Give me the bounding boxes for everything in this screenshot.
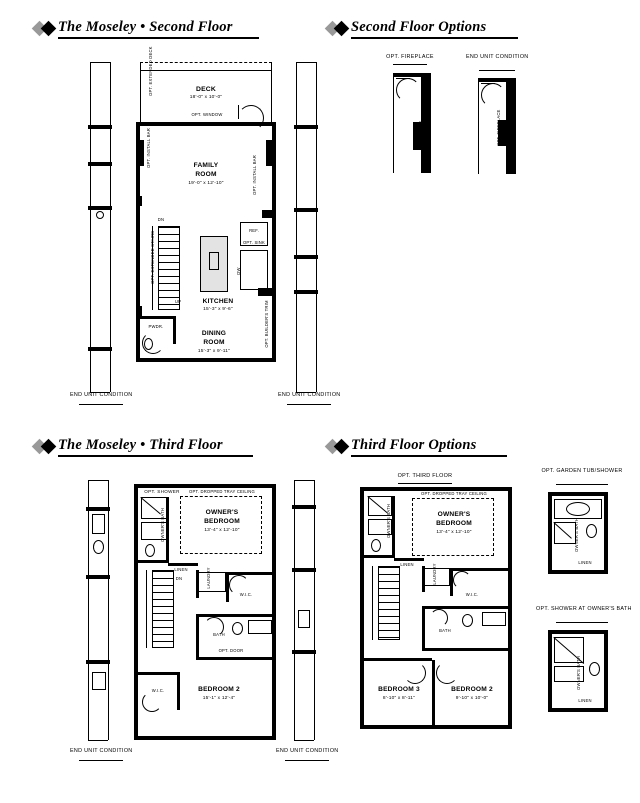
label-tfo-owners-bath: OWNER'S BATH <box>386 503 391 538</box>
note-tfo-opt-dropped-tray: OPT. DROPPED TRAY CEILING <box>421 491 487 496</box>
tf-bath-toilet <box>232 622 243 635</box>
label-kitchen-dims: 15'-3" x 9'-6" <box>203 307 233 312</box>
tf-end-unit-left-outline2 <box>108 480 109 740</box>
title-rule-second-floor-options <box>351 37 518 39</box>
tfo-bottom-wall <box>360 725 512 729</box>
kitchen-counter-bottom <box>240 250 268 290</box>
tf-end-unit-right-outline <box>294 480 295 740</box>
note-opt-door: OPT. DOOR <box>218 648 244 653</box>
note-fireplace: FIREPLACE <box>418 120 423 146</box>
tfo-bedroom3-wall <box>364 658 432 661</box>
tf-bath-door-arc <box>204 617 224 637</box>
caption-opt-shower: OPT. SHOWER <box>144 489 180 494</box>
tfo-laundry-wall <box>422 566 425 592</box>
tfo-bath-wall-bottom <box>422 648 508 651</box>
note-opt-install-bar-left: OPT. INSTALL BAR <box>146 128 151 168</box>
deck-right-rail <box>271 70 272 122</box>
label-deck: DECK <box>195 86 217 93</box>
tf-wic2-door-arc <box>142 692 162 712</box>
end-unit-left-fixture <box>96 211 104 219</box>
label-tfo-laundry: LAUNDRY <box>432 563 437 585</box>
label-laundry: LAUNDRY <box>206 567 211 589</box>
caption-rule-opt-end-unit <box>479 70 515 71</box>
end-unit-left-wall-2 <box>88 162 112 166</box>
tf-euc-right-fixture <box>298 610 310 628</box>
deck-top-rail <box>140 70 272 71</box>
label-bedroom2: BEDROOM 2 <box>198 686 240 693</box>
deck-door-arc <box>238 105 264 131</box>
caption-end-unit-right-2: END UNIT CONDITION <box>276 748 339 754</box>
caption-rule-right-2 <box>285 760 329 761</box>
tf-owners-bath-wall <box>166 497 169 563</box>
tf-euc-right-top <box>294 480 314 481</box>
note-opt-extended-stairs: OPT. EXTENDED STAIRS <box>150 230 155 284</box>
fp-door-leaf <box>396 78 410 79</box>
caption-rule-left <box>79 404 123 405</box>
end-unit-right-wall-3 <box>294 255 318 259</box>
fp-door-arc <box>396 78 420 102</box>
tfo-wic-door-arc <box>453 571 471 589</box>
label-owners-bath: OWNER'S BATH <box>160 507 165 542</box>
note-opt-dropped-tray: OPT. DROPPED TRAY CEILING <box>189 489 255 494</box>
end-unit-left-outline2 <box>110 62 111 392</box>
title-second-floor-options-text: Second Floor Options <box>351 19 487 35</box>
caption-opt-third-floor: OPT. THIRD FLOOR <box>397 473 453 479</box>
caption-opt-garden-tub: OPT. GARDEN TUB/SHOWER <box>541 468 623 474</box>
tf-stair-run <box>152 570 174 648</box>
label-dining-2: ROOM <box>203 339 225 346</box>
label-wic-2: W.I.C. <box>151 688 165 693</box>
island-sink <box>209 252 219 270</box>
sob-toilet <box>589 662 600 676</box>
title-rule-third-floor-options <box>351 455 507 457</box>
tfo-bath-tub <box>482 612 506 626</box>
end-unit-right-wall-1 <box>294 125 318 129</box>
end-unit-right-wall-4 <box>294 290 318 294</box>
label-ref: REF. <box>249 228 259 233</box>
caption-opt-shower-owners-bath: OPT. SHOWER AT OWNER'S BATH <box>536 606 632 612</box>
note-opt-extended-deck: OPT. EXTENDED DECK <box>148 46 153 96</box>
caption-rule-opt-fireplace <box>393 64 427 65</box>
label-tfo-owners-bedroom-1: OWNER'S <box>437 511 471 518</box>
tf-left-wall <box>134 488 138 740</box>
house-bottom-wall <box>136 358 276 362</box>
title-third-floor-options <box>327 437 476 456</box>
caption-rule-left-2 <box>79 760 123 761</box>
caption-rule-opt-shower-owners <box>556 622 608 623</box>
label-family-room-dims: 19'-0" x 12'-10" <box>188 181 224 186</box>
title-third-floor <box>34 437 223 456</box>
tf-linen-wall <box>168 563 198 566</box>
label-gts-linen: LINEN <box>578 560 592 565</box>
tf-euc-left-wall-1 <box>86 507 110 511</box>
label-bath: BATH <box>213 632 225 637</box>
note-opt-window: OPT. WINDOW <box>191 112 223 117</box>
tfo-owners-bath-wall <box>392 496 395 558</box>
tf-wic-door-arc <box>229 575 249 595</box>
label-sob-linen: LINEN <box>578 698 592 703</box>
title-second-floor-options <box>327 19 486 38</box>
powder-wall-top <box>140 316 176 319</box>
label-tfo-owners-bedroom-2: BEDROOM <box>436 520 472 527</box>
sob-left-wall <box>548 634 552 712</box>
caption-end-unit-left-2: END UNIT CONDITION <box>70 748 133 754</box>
end-unit-right-top <box>296 62 316 63</box>
gts-left-wall <box>548 496 552 574</box>
tf-euc-right-wall-2 <box>292 568 316 572</box>
family-room-top-wall <box>136 122 276 126</box>
tf-euc-left-wall-2 <box>86 575 110 579</box>
caption-end-unit-left-1: END UNIT CONDITION <box>70 392 133 398</box>
caption-rule-opt-garden-tub <box>556 484 608 485</box>
label-sob-owners-bath: OWNER'S BATH <box>576 655 581 690</box>
tf-euc-right-bottom <box>294 740 314 741</box>
tfo-bath-door-arc <box>430 609 448 627</box>
note-tf-dn: DN <box>175 576 183 581</box>
tf-end-unit-right-outline2 <box>314 480 315 740</box>
title-rule-third-floor <box>58 455 253 457</box>
tf-laundry-wall <box>196 570 199 598</box>
tf-euc-right-wall-3 <box>292 650 316 654</box>
tfo-bedroom2-door-arc <box>436 662 458 684</box>
gts-top-wall <box>548 492 608 496</box>
label-owners-bedroom-2: BEDROOM <box>204 518 240 525</box>
tfo-owners-bath-wall-b <box>364 555 395 558</box>
title-second-floor <box>34 19 233 38</box>
label-tfo-owners-bedroom-dims: 13'-4" x 12'-10" <box>436 530 472 535</box>
right-wall-pier-2 <box>262 210 276 218</box>
gts-tub-basin <box>566 502 590 516</box>
label-pwdr: PWDR. <box>148 324 164 329</box>
label-family-room-1: FAMILY <box>193 162 219 169</box>
end-unit-left-wall-3 <box>88 206 112 210</box>
label-dw: DW <box>236 267 241 275</box>
label-wic-1: W.I.C. <box>239 592 253 597</box>
tf-bath-wall-bottom <box>196 657 274 660</box>
gts-right-wall <box>604 496 608 574</box>
sob-right-wall <box>604 634 608 712</box>
end-unit-left-wall-1 <box>88 125 112 129</box>
label-owners-bedroom-dims: 13'-4" x 12'-10" <box>204 528 240 533</box>
tfo-stair-rail <box>372 566 373 640</box>
label-tfo-bath: BATH <box>439 628 451 633</box>
right-wall-pier-1 <box>266 140 276 166</box>
caption-end-unit-right-1: END UNIT CONDITION <box>278 392 341 398</box>
diamond-ornament-icon <box>327 441 345 452</box>
tf-wic-wall-top <box>226 572 274 575</box>
tf-euc-left-toilet <box>93 540 104 554</box>
title-rule-second-floor <box>58 37 259 39</box>
diamond-ornament-icon <box>34 441 52 452</box>
tf-bath-wall-left <box>196 614 199 660</box>
euc-left-line <box>478 82 479 174</box>
tfo-bath-wall-left <box>422 606 425 650</box>
tfo-bedroom-divider <box>432 660 435 726</box>
end-unit-right-wall-2 <box>294 208 318 212</box>
label-linen: LINEN <box>174 567 188 572</box>
label-tfo-bedroom3: BEDROOM 3 <box>378 686 420 693</box>
sob-top-wall <box>548 630 608 634</box>
label-tfo-bedroom3-dims: 8'-10" x 8'-11" <box>382 696 416 701</box>
tfo-stair-run <box>378 566 400 640</box>
caption-rule-right <box>287 404 331 405</box>
tf-bath-tub <box>248 620 272 634</box>
tf-euc-left-wall-3 <box>86 660 110 664</box>
left-wall-pier-2 <box>136 196 142 206</box>
fp-left-line <box>393 77 394 173</box>
euc-door-leaf <box>481 83 495 84</box>
sob-bottom-wall <box>548 708 608 712</box>
label-tfo-linen: LINEN <box>400 562 414 567</box>
tf-wic2-wall-top <box>138 672 180 675</box>
note-stair-dn: DN <box>157 217 165 222</box>
tf-euc-left-top <box>88 480 108 481</box>
tfo-bedroom3-door-arc <box>404 662 426 684</box>
label-opt-sink: OPT. SINK <box>242 240 266 245</box>
tf-euc-right-wall-1 <box>292 505 316 509</box>
label-family-room-2: ROOM <box>195 171 217 178</box>
tfo-owners-toilet <box>371 539 381 552</box>
end-unit-left-wall-4 <box>88 347 112 351</box>
title-second-floor-text: The Moseley • Second Floor <box>58 19 233 35</box>
caption-opt-end-unit: END UNIT CONDITION <box>466 54 529 60</box>
tfo-linen-wall <box>394 558 424 561</box>
end-unit-left-top <box>90 62 110 63</box>
diamond-ornament-icon <box>327 23 345 34</box>
gts-bottom-wall <box>548 570 608 574</box>
note-stair-up: UP <box>174 299 182 304</box>
tf-wic2-wall-right <box>177 672 180 710</box>
opt-extended-deck-left <box>140 62 141 71</box>
opt-extended-deck-dash <box>140 62 272 63</box>
tf-top-wall <box>134 484 276 488</box>
diamond-ornament-icon <box>34 23 52 34</box>
powder-wall-right <box>173 316 176 344</box>
label-tfo-wic: W.I.C. <box>465 592 479 597</box>
euc-door-arc <box>481 83 505 107</box>
powder-toilet <box>144 338 153 350</box>
tf-bath-wall-top <box>196 614 274 617</box>
label-dining-1: DINING <box>201 330 227 337</box>
tfo-right-wall <box>508 491 512 729</box>
label-owners-bedroom-1: OWNER'S <box>205 509 239 516</box>
opt-extended-deck-right <box>271 62 272 71</box>
left-wall-pier-1 <box>136 140 144 166</box>
note-opt-install-bar-right: OPT. INSTALL BAR <box>252 155 257 195</box>
end-unit-left-outline <box>90 62 91 392</box>
stair-run <box>158 226 180 310</box>
title-third-floor-text: The Moseley • Third Floor <box>58 437 223 453</box>
gts-toilet <box>586 524 597 538</box>
tf-stair-rail <box>146 570 147 648</box>
label-dining-dims: 15'-3" x 9'-11" <box>197 349 231 354</box>
tfo-left-wall <box>360 491 364 729</box>
caption-opt-fireplace: OPT. FIREPLACE <box>386 54 434 60</box>
caption-rule-opt-third-floor <box>398 483 452 484</box>
label-gts-owners-bath: OWNER'S BATH <box>574 517 579 552</box>
end-unit-right-outline2 <box>316 62 317 392</box>
tf-euc-left-closet <box>92 672 106 690</box>
title-third-floor-options-text: Third Floor Options <box>351 437 477 453</box>
note-opt-fireplace-euc: OPT. FIREPLACE <box>496 109 501 146</box>
deck-left-rail <box>140 70 141 122</box>
label-kitchen: KITCHEN <box>202 298 234 305</box>
tf-euc-left-tub <box>92 514 105 534</box>
end-unit-right-outline <box>296 62 297 392</box>
note-opt-builders-trim: OPT. BUILDER'S TRIM <box>264 300 269 348</box>
label-tfo-bedroom2: BEDROOM 2 <box>451 686 493 693</box>
tf-end-unit-left-outline <box>88 480 89 740</box>
label-deck-dims: 18'-0" x 10'-0" <box>189 95 223 100</box>
tf-bottom-wall <box>134 736 276 740</box>
tf-owners-bath-wall-b <box>138 560 169 563</box>
tfo-bath-wall-top <box>422 606 508 609</box>
label-tfo-bedroom2-dims: 9'-10" x 10'-0" <box>455 696 489 701</box>
tf-owners-toilet <box>145 544 155 557</box>
tfo-bath-toilet <box>462 614 473 627</box>
label-bedroom2-dims: 15'-1" x 12'-4" <box>202 696 236 701</box>
tf-euc-left-bottom <box>88 740 108 741</box>
